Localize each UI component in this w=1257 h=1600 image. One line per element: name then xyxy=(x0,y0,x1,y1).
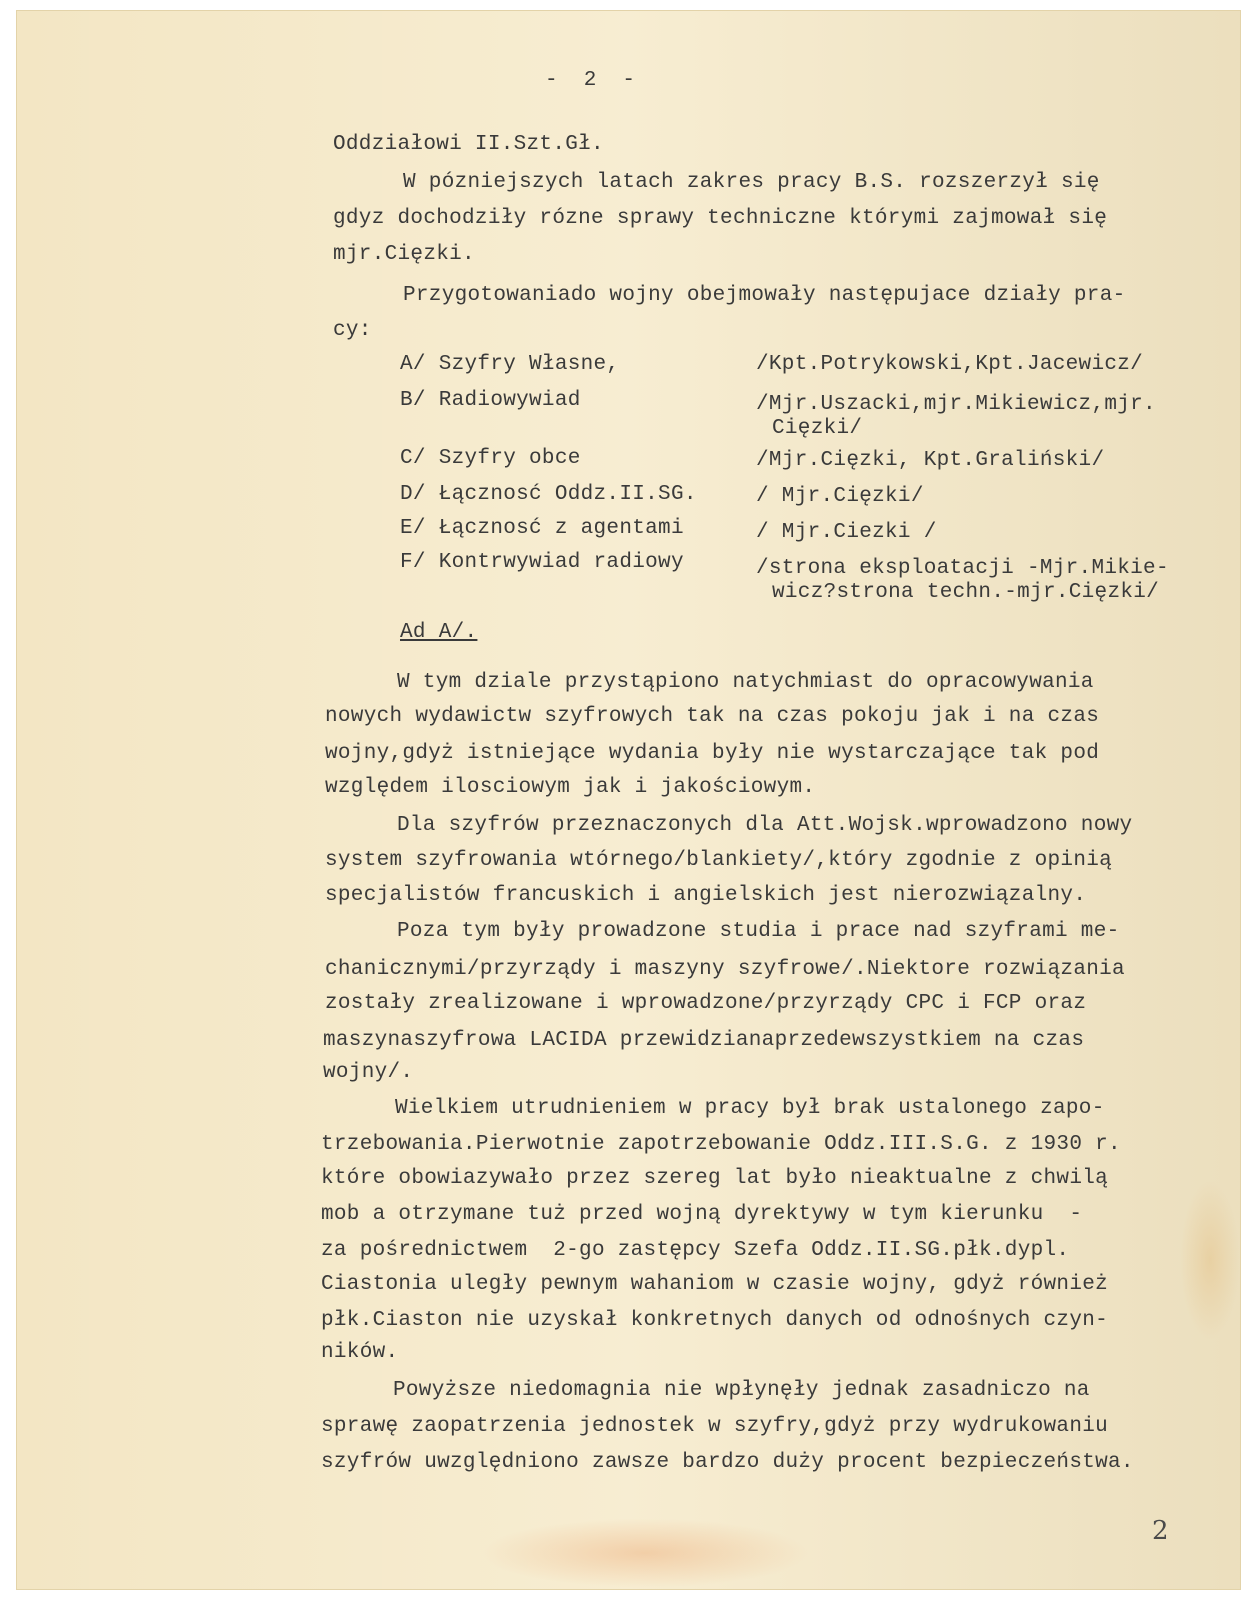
body-line: wojny,gdyż istniejące wydania były nie wystarczające tak pod xyxy=(325,742,1100,765)
body-line: Ciastonia uległy pewnym wahaniom w czasie wojny, gdyż również xyxy=(321,1273,1109,1296)
body-line: system szyfrowania wtórnego/blankiety/,który zgodnie z opinią xyxy=(325,849,1113,872)
text-line: gdyz dochodziły rózne sprawy techniczne którymi zajmował się xyxy=(333,207,1108,230)
section-person: /Kpt.Potrykowski,Kpt.Jacewicz/ xyxy=(756,353,1144,376)
section-person-cont: wicz?strona techn.-mjr.Cięzki/ xyxy=(772,581,1160,604)
text-line: Oddziałowi II.Szt.Gł. xyxy=(333,133,604,156)
body-line: zostały zrealizowane i wprowadzone/przyrządy CPC i FCP oraz xyxy=(325,992,1087,1015)
page-header: - 2 - xyxy=(545,69,636,92)
section-person-cont: Cięzki/ xyxy=(772,417,863,440)
text-line: W pózniejszych latach zakres pracy B.S. rozszerzył się xyxy=(403,171,1100,194)
body-line: Wielkiem utrudnieniem w pracy był brak ustalonego zapo- xyxy=(395,1097,1105,1120)
body-line: mob a otrzymane tuż przed wojną dyrektywy w tym kierunku - xyxy=(321,1203,1083,1226)
section-label: D/ Łącznosć Oddz.II.SG. xyxy=(400,483,697,506)
section-label: F/ Kontrwywiad radiowy xyxy=(400,551,684,574)
body-line: nowych wydawictw szyfrowych tak na czas pokoju jak i na czas xyxy=(325,705,1100,728)
section-label: B/ Radiowywiad xyxy=(400,389,581,412)
subsection-heading: Ad A/. xyxy=(400,621,478,644)
section-label: C/ Szyfry obce xyxy=(400,447,581,470)
edge-stain xyxy=(1180,1180,1240,1340)
body-line: maszynaszyfrowa LACIDA przewidzianaprzedewszystkiem na czas xyxy=(323,1029,1085,1052)
text-line: mjr.Cięzki. xyxy=(333,243,475,266)
text-line: cy: xyxy=(333,319,372,342)
body-line: szyfrów uwzględniono zawsze bardzo duży procent bezpieczeństwa. xyxy=(321,1451,1134,1474)
section-label: A/ Szyfry Własne, xyxy=(400,353,620,376)
water-stain xyxy=(480,1518,810,1588)
page-number: 2 xyxy=(1152,1516,1169,1546)
body-line: płk.Ciaston nie uzyskał konkretnych danych od odnośnych czyn- xyxy=(321,1309,1109,1332)
section-person: /Mjr.Uszacki,mjr.Mikiewicz,mjr. xyxy=(756,393,1156,416)
section-person: / Mjr.Ciezki / xyxy=(756,521,937,544)
body-line: Powyższe niedomagnia nie wpłynęły jednak zasadniczo na xyxy=(393,1379,1090,1402)
section-person: /strona eksploatacji -Mjr.Mikie- xyxy=(756,557,1169,580)
body-line: W tym dziale przystąpiono natychmiast do opracowywania xyxy=(397,671,1094,694)
body-line: wojny/. xyxy=(323,1061,414,1084)
body-line: chanicznymi/przyrządy i maszyny szyfrowe/.Niektore rozwiązania xyxy=(325,958,1125,981)
section-label: E/ Łącznosć z agentami xyxy=(400,517,684,540)
body-line: za pośrednictwem 2-go zastępcy Szefa Oddz.II.SG.płk.dypl. xyxy=(321,1239,1070,1262)
body-line: specjalistów francuskich i angielskich jest nierozwiązalny. xyxy=(325,884,1087,907)
section-person: / Mjr.Cięzki/ xyxy=(756,485,924,508)
body-line: Poza tym były prowadzone studia i prace nad szyframi me- xyxy=(397,920,1120,943)
section-person: /Mjr.Cięzki, Kpt.Graliński/ xyxy=(756,449,1105,472)
text-line: Przygotowaniado wojny obejmowały następujace działy pra- xyxy=(403,284,1126,307)
document-page xyxy=(16,10,1241,1590)
body-line: względem ilosciowym jak i jakościowym. xyxy=(325,776,816,799)
body-line: trzebowania.Pierwotnie zapotrzebowanie Oddz.III.S.G. z 1930 r. xyxy=(321,1133,1121,1156)
body-line: ników. xyxy=(321,1341,399,1364)
body-line: Dla szyfrów przeznaczonych dla Att.Wojsk.wprowadzono nowy xyxy=(397,814,1133,837)
body-line: sprawę zaopatrzenia jednostek w szyfry,gdyż przy wydrukowaniu xyxy=(321,1415,1109,1438)
body-line: które obowiazywało przez szereg lat było nieaktualne z chwilą xyxy=(321,1167,1109,1190)
